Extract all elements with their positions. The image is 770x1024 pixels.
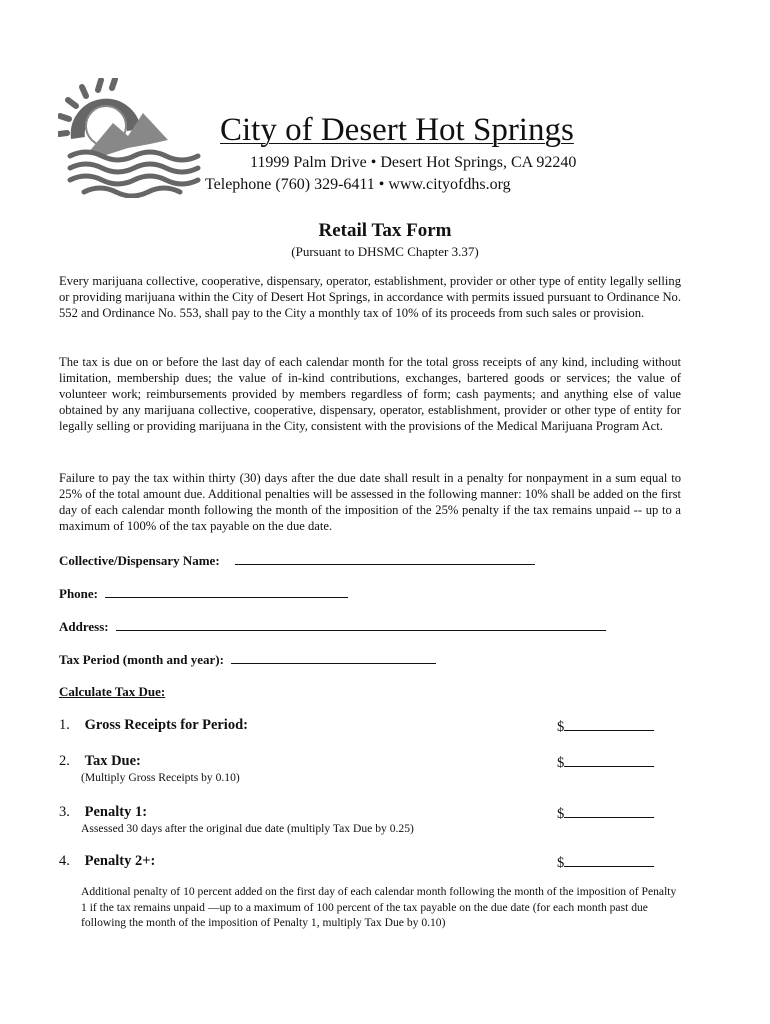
penalty-1-amount [557,804,654,823]
form-subtitle: (Pursuant to DHSMC Chapter 3.37) [291,244,479,259]
penalty-2-amount [557,853,654,872]
tax-due-amount [557,753,654,772]
gross-receipts-blank[interactable] [564,717,654,731]
item-label: Tax Due: [84,753,141,769]
collective-name-blank[interactable] [235,552,535,565]
calc-item-tax-due [59,753,141,770]
paragraph-tax-rate: Every marijuana collective, cooperative, dispensary, operator, establishment, provider or other type of entity legally selling or providing marijuana within the City of Desert Hot Springs, in accordance with permits issued pursuant to Ordinance No. 552 and Ordinance No. 553, shall pay to the City a monthly tax of 10% of its proceeds from such sales or provision. [59,274,681,320]
city-logo [58,78,208,198]
paragraph-penalty: Failure to pay the tax within thirty (30) days after the due date shall result in a penalty for nonpayment in a sum equal to 25% of the total amount due. Additional penalties will be assessed in the following manner: 10% shall be added on the first day of each calendar month following the month of the imposition of the 25% penalty if the tax remains unpaid -- up to a maximum of 100% of the tax payable on the due date. [59,471,681,533]
tax-period-blank[interactable] [231,651,436,664]
phone-blank[interactable] [105,585,348,598]
item-number: 4. [59,853,70,869]
item-label: Gross Receipts for Period: [84,717,248,733]
item-number: 1. [59,717,70,733]
phone-field [59,585,348,602]
tax-due-note: (Multiply Gross Receipts by 0.10) [81,771,240,784]
currency-symbol: $ [557,719,565,735]
currency-symbol: $ [557,855,565,871]
penalty-2-blank[interactable] [564,853,654,867]
calc-item-gross-receipts [59,717,248,734]
calc-item-penalty-1 [59,804,147,821]
penalty-1-note: Assessed 30 days after the original due date (multiply Tax Due by 0.25) [81,822,414,835]
sun-waves-logo-icon [58,78,208,198]
city-contact: Telephone (760) 329-6411 • www.cityofdhs.org [205,176,511,193]
collective-name-field [59,552,535,569]
phone-label: Phone: [59,586,98,601]
tax-due-blank[interactable] [564,753,654,767]
address-label: Address: [59,619,109,634]
city-name: City of Desert Hot Springs [220,112,574,148]
address-blank[interactable] [116,618,606,631]
tax-period-label: Tax Period (month and year): [59,652,224,667]
gross-receipts-amount [557,717,654,736]
calculate-heading: Calculate Tax Due: [59,684,166,699]
calc-item-penalty-2 [59,853,155,870]
item-number: 3. [59,804,70,820]
currency-symbol: $ [557,806,565,822]
address-field [59,618,606,635]
penalty-1-blank[interactable] [564,804,654,818]
tax-period-field [59,651,436,668]
city-address: 11999 Palm Drive • Desert Hot Springs, CA 92240 [250,154,577,171]
form-title: Retail Tax Form [318,220,452,241]
penalty-2-note: Additional penalty of 10 percent added on the first day of each calendar month following the month of the imposition of Penalty 1 if the tax remains unpaid —up to a maximum of 100 percent of the tax payable on the due date (for each month past due following the month of the imposition of Penalty 1, multiply Tax Due by 0.10) [81,885,677,929]
item-number: 2. [59,753,70,769]
paragraph-due-date: The tax is due on or before the last day of each calendar month for the total gross receipts of any kind, including without limitation, membership dues; the value of in-kind contributions, exchanges, bartered goods or services; the value of volunteer work; reimbursements provided by members regardless of form; cash payments; and anything else of value obtained by any marijuana collective, cooperative, dispensary, operator, establishment, provider or other type of entity for legally selling or providing marijuana in the City, consistent with the provisions of the Medical Marijuana Program Act. [59,355,681,433]
collective-name-label: Collective/Dispensary Name: [59,553,220,568]
item-label: Penalty 2+: [84,853,156,869]
currency-symbol: $ [557,755,565,771]
item-label: Penalty 1: [84,804,148,820]
